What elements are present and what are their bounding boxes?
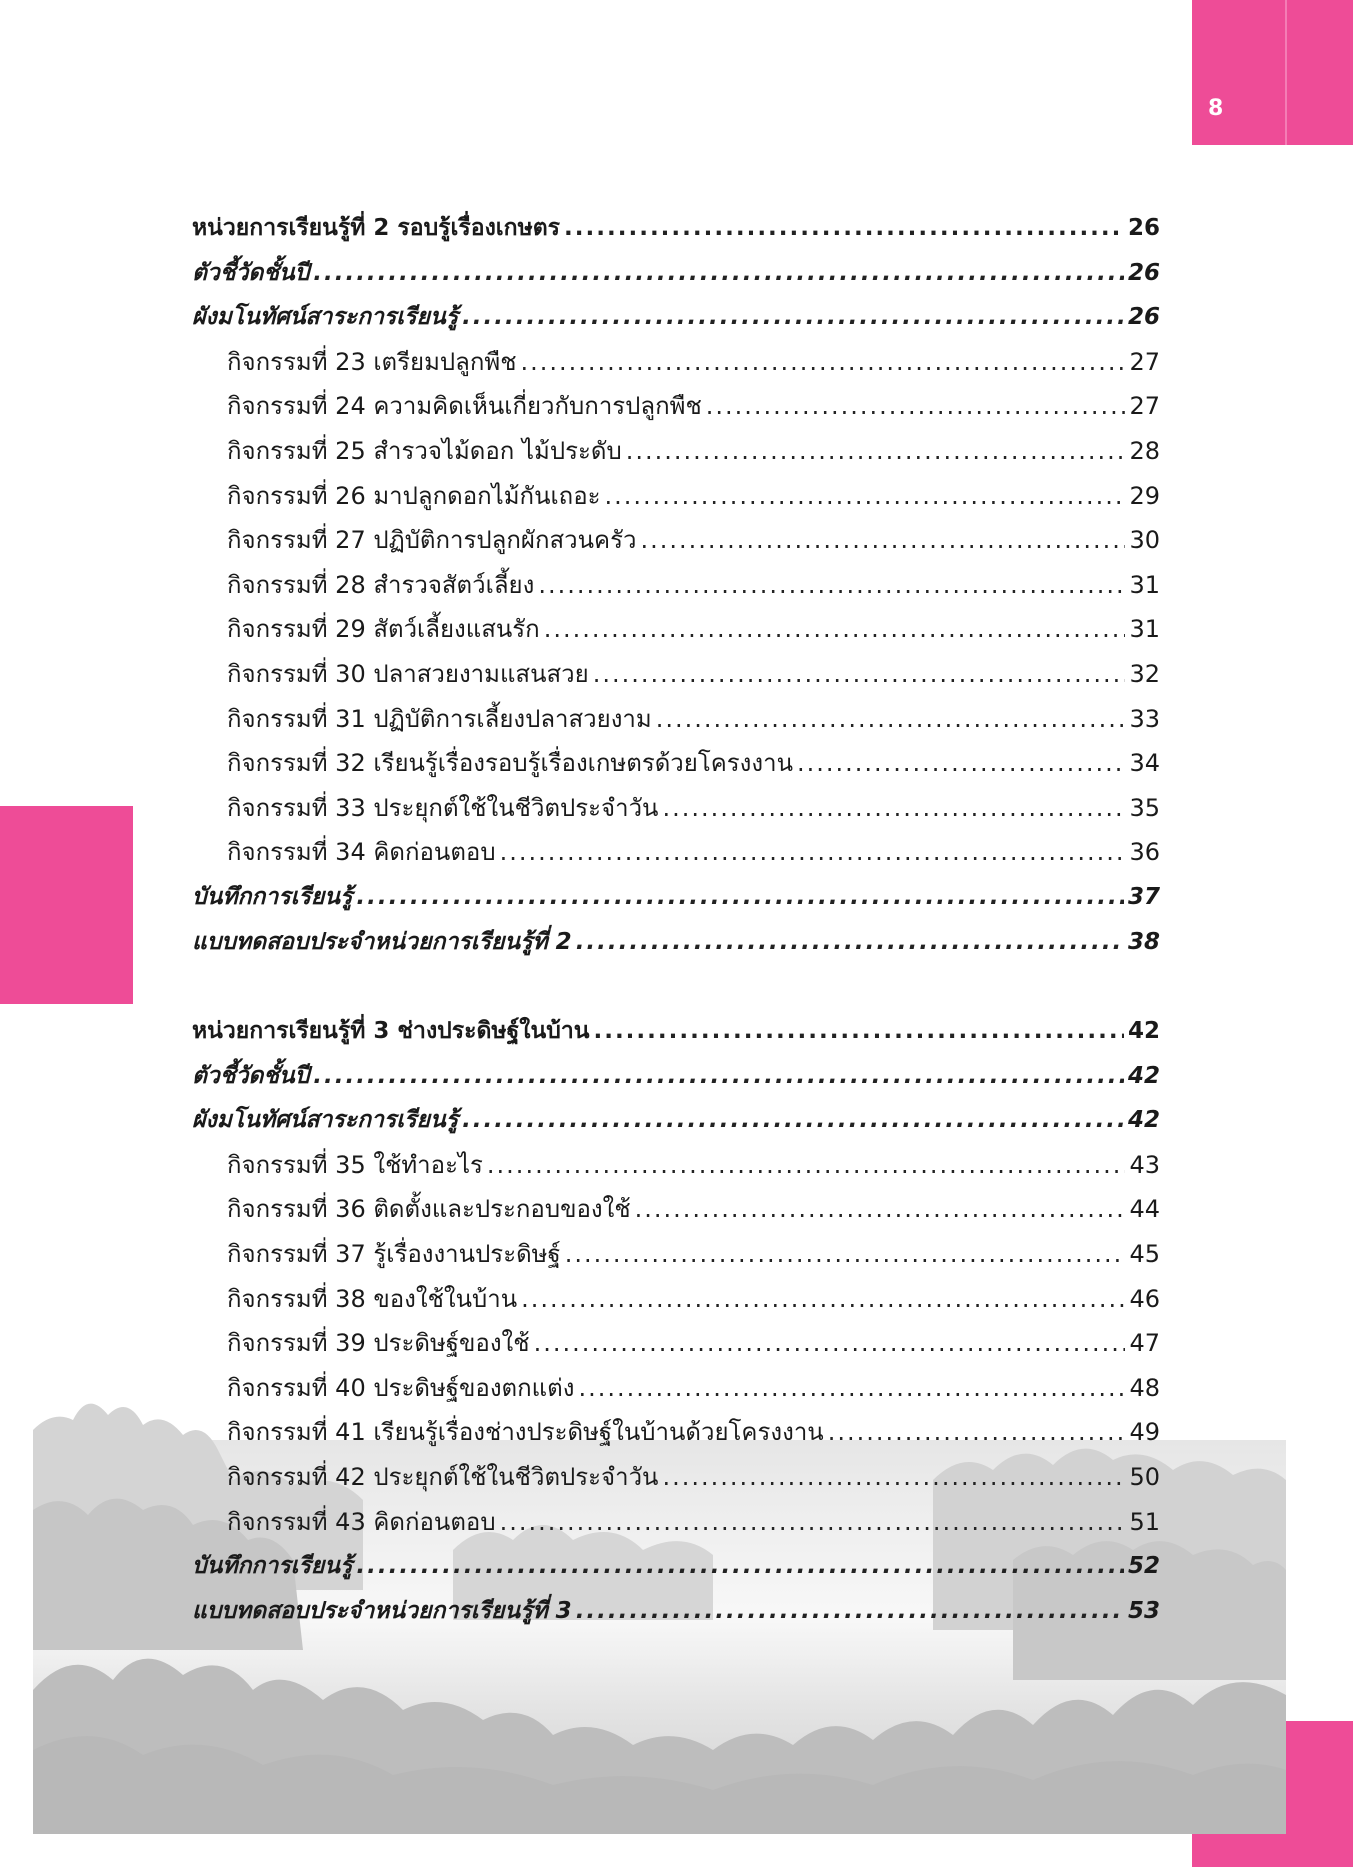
dot-leader bbox=[578, 1366, 1125, 1411]
dot-leader bbox=[500, 1500, 1126, 1545]
toc-heading-entry[interactable] bbox=[192, 875, 1160, 920]
toc-entry-label: กิจกรรมที่ 38 ของใช้ในบ้าน bbox=[227, 1284, 518, 1313]
toc-entry-label: กิจกรรมที่ 41 เรียนรู้เรื่องช่างประดิษฐ์ในบ้านด้วยโครงงาน bbox=[227, 1418, 824, 1447]
dot-leader bbox=[313, 1054, 1124, 1099]
toc-entry-label: ตัวชี้วัดชั้นปี bbox=[192, 259, 310, 286]
dot-leader bbox=[593, 652, 1126, 697]
toc-entry-page-number: 42 bbox=[1127, 1062, 1160, 1089]
dot-leader bbox=[565, 1232, 1126, 1277]
dot-leader bbox=[828, 1410, 1126, 1455]
toc-entry-page-number: 49 bbox=[1129, 1418, 1160, 1447]
toc-entry-page-number: 42 bbox=[1127, 1107, 1160, 1134]
dot-leader bbox=[576, 920, 1124, 965]
dot-leader bbox=[797, 741, 1125, 786]
toc-activity-entry[interactable] bbox=[192, 1321, 1160, 1366]
toc-entry-label: ตัวชี้วัดชั้นปี bbox=[192, 1062, 310, 1089]
toc-entry-label: กิจกรรมที่ 25 สำรวจไม้ดอก ไม้ประดับ bbox=[227, 436, 622, 465]
table-of-contents bbox=[192, 206, 1160, 1633]
toc-entry-page-number: 26 bbox=[1127, 215, 1160, 241]
toc-activity-entry[interactable] bbox=[192, 652, 1160, 697]
dot-leader bbox=[313, 251, 1124, 296]
toc-entry-label: หน่วยการเรียนรู้ที่ 3 ช่างประดิษฐ์ในบ้าน bbox=[192, 1018, 590, 1045]
toc-activity-entry[interactable] bbox=[192, 429, 1160, 474]
toc-entry-label: ผังมโนทัศน์สาระการเรียนรู้ bbox=[192, 1107, 459, 1134]
side-tab-left bbox=[0, 806, 133, 1004]
toc-entry-label: กิจกรรมที่ 27 ปฏิบัติการปลูกผักสวนครัว bbox=[227, 526, 637, 555]
toc-entry-label: แบบทดสอบประจำหน่วยการเรียนรู้ที่ 2 bbox=[192, 928, 572, 955]
toc-entry-page-number: 42 bbox=[1127, 1018, 1160, 1045]
toc-entry-label: ผังมโนทัศน์สาระการเรียนรู้ bbox=[192, 304, 459, 331]
dot-leader bbox=[356, 1544, 1124, 1589]
toc-entry-label: กิจกรรมที่ 36 ติดตั้งและประกอบของใช้ bbox=[227, 1195, 631, 1224]
toc-entry-label: กิจกรรมที่ 33 ประยุกต์ใช้ในชีวิตประจำวัน bbox=[227, 793, 659, 822]
toc-entry-page-number: 32 bbox=[1129, 659, 1160, 688]
toc-entry-page-number: 26 bbox=[1127, 259, 1160, 286]
toc-entry-page-number: 31 bbox=[1129, 615, 1160, 644]
dot-leader bbox=[356, 875, 1124, 920]
toc-entry-label: กิจกรรมที่ 32 เรียนรู้เรื่องรอบรู้เรื่องเกษตรด้วยโครงงาน bbox=[227, 749, 793, 778]
dot-leader bbox=[521, 340, 1126, 385]
toc-entry-label: บันทึกการเรียนรู้ bbox=[192, 883, 353, 910]
toc-entry-page-number: 31 bbox=[1129, 570, 1160, 599]
dot-leader bbox=[706, 384, 1126, 429]
toc-activity-entry[interactable] bbox=[192, 563, 1160, 608]
toc-activity-entry[interactable] bbox=[192, 518, 1160, 563]
toc-entry-label: หน่วยการเรียนรู้ที่ 2 รอบรู้เรื่องเกษตร bbox=[192, 215, 561, 241]
toc-activity-entry[interactable] bbox=[192, 1410, 1160, 1455]
toc-activity-entry[interactable] bbox=[192, 786, 1160, 831]
toc-entry-page-number: 29 bbox=[1129, 481, 1160, 510]
toc-activity-entry[interactable] bbox=[192, 1187, 1160, 1232]
toc-entry-label: บันทึกการเรียนรู้ bbox=[192, 1553, 353, 1580]
dot-leader bbox=[662, 1455, 1125, 1500]
toc-activity-entry[interactable] bbox=[192, 1232, 1160, 1277]
toc-entry-label: กิจกรรมที่ 43 คิดก่อนตอบ bbox=[227, 1507, 496, 1536]
corner-tab-top bbox=[1192, 0, 1353, 145]
dot-leader bbox=[564, 206, 1124, 251]
toc-entry-page-number: 38 bbox=[1127, 928, 1160, 955]
toc-entry-page-number: 51 bbox=[1129, 1507, 1160, 1536]
toc-activity-entry[interactable] bbox=[192, 697, 1160, 742]
dot-leader bbox=[605, 474, 1126, 519]
toc-heading-entry[interactable] bbox=[192, 251, 1160, 296]
dot-leader bbox=[656, 697, 1126, 742]
toc-activity-entry[interactable] bbox=[192, 384, 1160, 429]
toc-entry-label: กิจกรรมที่ 30 ปลาสวยงามแสนสวย bbox=[227, 659, 589, 688]
toc-activity-entry[interactable] bbox=[192, 830, 1160, 875]
toc-entry-label: กิจกรรมที่ 24 ความคิดเห็นเกี่ยวกับการปลูกพืช bbox=[227, 392, 702, 421]
toc-section-unit-2 bbox=[192, 206, 1160, 964]
toc-entry-page-number: 46 bbox=[1129, 1284, 1160, 1313]
toc-heading-entry[interactable] bbox=[192, 1544, 1160, 1589]
toc-entry-page-number: 52 bbox=[1127, 1553, 1160, 1580]
tab-divider bbox=[1285, 0, 1287, 145]
toc-activity-entry[interactable] bbox=[192, 607, 1160, 652]
dot-leader bbox=[662, 786, 1125, 831]
toc-heading-entry[interactable] bbox=[192, 1589, 1160, 1634]
toc-activity-entry[interactable] bbox=[192, 1366, 1160, 1411]
toc-entry-page-number: 27 bbox=[1129, 392, 1160, 421]
dot-leader bbox=[538, 563, 1125, 608]
toc-entry-label: กิจกรรมที่ 23 เตรียมปลูกพืช bbox=[227, 347, 517, 376]
dot-leader bbox=[534, 1321, 1126, 1366]
toc-heading-entry[interactable] bbox=[192, 1054, 1160, 1099]
dot-leader bbox=[462, 1098, 1124, 1143]
toc-entry-label: กิจกรรมที่ 35 ใช้ทำอะไร bbox=[227, 1150, 483, 1179]
toc-entry-page-number: 47 bbox=[1129, 1329, 1160, 1358]
toc-entry-page-number: 44 bbox=[1129, 1195, 1160, 1224]
dot-leader bbox=[487, 1143, 1126, 1188]
toc-heading-entry[interactable] bbox=[192, 295, 1160, 340]
page-number: 8 bbox=[1208, 96, 1224, 121]
toc-activity-entry[interactable] bbox=[192, 1500, 1160, 1545]
dot-leader bbox=[500, 830, 1126, 875]
dot-leader bbox=[462, 295, 1124, 340]
toc-entry-page-number: 27 bbox=[1129, 347, 1160, 376]
toc-entry-page-number: 50 bbox=[1129, 1463, 1160, 1492]
toc-entry-label: กิจกรรมที่ 37 รู้เรื่องงานประดิษฐ์ bbox=[227, 1240, 561, 1269]
toc-entry-page-number: 33 bbox=[1129, 704, 1160, 733]
toc-entry-label: กิจกรรมที่ 28 สำรวจสัตว์เลี้ยง bbox=[227, 570, 535, 599]
toc-entry-page-number: 35 bbox=[1129, 793, 1160, 822]
toc-entry-page-number: 30 bbox=[1129, 526, 1160, 555]
toc-entry-page-number: 36 bbox=[1129, 838, 1160, 867]
toc-entry-page-number: 34 bbox=[1129, 749, 1160, 778]
toc-entry-page-number: 37 bbox=[1127, 883, 1160, 910]
toc-activity-entry[interactable] bbox=[192, 340, 1160, 385]
toc-entry-label: กิจกรรมที่ 29 สัตว์เลี้ยงแสนรัก bbox=[227, 615, 540, 644]
dot-leader bbox=[640, 518, 1125, 563]
toc-heading-entry[interactable] bbox=[192, 1098, 1160, 1143]
toc-entry-label: กิจกรรมที่ 34 คิดก่อนตอบ bbox=[227, 838, 496, 867]
toc-entry-label: กิจกรรมที่ 39 ประดิษฐ์ของใช้ bbox=[227, 1329, 530, 1358]
toc-entry-label: กิจกรรมที่ 26 มาปลูกดอกไม้กันเถอะ bbox=[227, 481, 601, 510]
toc-entry-page-number: 26 bbox=[1127, 304, 1160, 331]
toc-activity-entry[interactable] bbox=[192, 1277, 1160, 1322]
toc-activity-entry[interactable] bbox=[192, 474, 1160, 519]
dot-leader bbox=[521, 1277, 1125, 1322]
toc-heading-entry[interactable] bbox=[192, 920, 1160, 965]
toc-entry-label: แบบทดสอบประจำหน่วยการเรียนรู้ที่ 3 bbox=[192, 1597, 572, 1624]
toc-activity-entry[interactable] bbox=[192, 1455, 1160, 1500]
toc-entry-page-number: 48 bbox=[1129, 1373, 1160, 1402]
dot-leader bbox=[626, 429, 1126, 474]
toc-activity-entry[interactable] bbox=[192, 741, 1160, 786]
toc-activity-entry[interactable] bbox=[192, 1143, 1160, 1188]
toc-section-unit-3 bbox=[192, 1009, 1160, 1633]
toc-entry-page-number: 45 bbox=[1129, 1240, 1160, 1269]
toc-entry-label: กิจกรรมที่ 42 ประยุกต์ใช้ในชีวิตประจำวัน bbox=[227, 1463, 659, 1492]
dot-leader bbox=[635, 1187, 1126, 1232]
dot-leader bbox=[544, 607, 1126, 652]
dot-leader bbox=[576, 1589, 1124, 1634]
toc-heading-entry[interactable] bbox=[192, 206, 1160, 251]
toc-entry-page-number: 53 bbox=[1127, 1597, 1160, 1624]
toc-entry-label: กิจกรรมที่ 31 ปฏิบัติการเลี้ยงปลาสวยงาม bbox=[227, 704, 652, 733]
toc-heading-entry[interactable] bbox=[192, 1009, 1160, 1054]
dot-leader bbox=[593, 1009, 1124, 1054]
toc-entry-label: กิจกรรมที่ 40 ประดิษฐ์ของตกแต่ง bbox=[227, 1373, 575, 1402]
toc-entry-page-number: 43 bbox=[1129, 1150, 1160, 1179]
toc-entry-page-number: 28 bbox=[1129, 436, 1160, 465]
